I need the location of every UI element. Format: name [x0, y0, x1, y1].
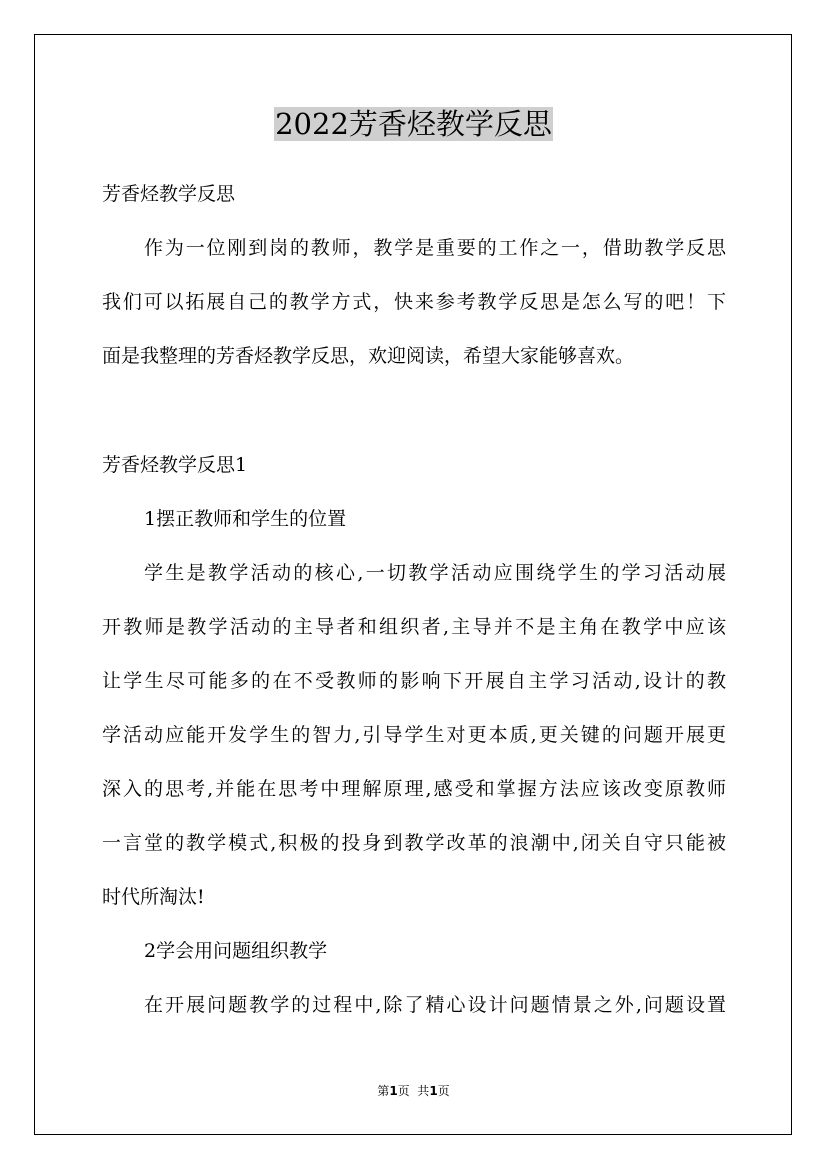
- page-footer: [0, 1083, 827, 1099]
- intro-line-2: 我们可以拓展自己的教学方式，快来参考教学反思是怎么写的吧！下: [102, 291, 726, 313]
- point1-line-3: 让学生尽可能多的在不受教师的影响下开展自主学习活动,设计的教: [102, 670, 726, 692]
- footer-page-prefix: 第: [377, 1084, 390, 1098]
- point1-line-2: 开教师是教学活动的主导者和组织者,主导并不是主角在教学中应该: [102, 616, 726, 638]
- point1-line-6: 一言堂的教学模式,积极的投身到教学改革的浪潮中,闭关自守只能被: [102, 832, 726, 854]
- footer-page-mid: 页 共: [397, 1084, 430, 1098]
- document-title: [0, 104, 827, 144]
- section-heading-1: 芳香烃教学反思1: [102, 454, 248, 476]
- point-heading-2: 2学会用问题组织教学: [144, 940, 328, 962]
- point1-line-5: 深入的思考,并能在思考中理解原理,感受和掌握方法应该改变原教师: [102, 778, 726, 800]
- footer-page-suffix: 页: [437, 1084, 450, 1098]
- footer-page-current: 1: [389, 1084, 398, 1098]
- footer-page-total: 1: [429, 1084, 438, 1098]
- point1-line-4: 学活动应能开发学生的智力,引导学生对更本质,更关键的问题开展更: [102, 724, 726, 746]
- point1-line-7: 时代所淘汰!: [102, 886, 205, 908]
- subtitle: 芳香烃教学反思: [102, 183, 236, 205]
- intro-line-3: 面是我整理的芳香烃教学反思，欢迎阅读，希望大家能够喜欢。: [102, 345, 635, 367]
- point2-line-1: 在开展问题教学的过程中,除了精心设计问题情景之外,问题设置: [144, 994, 726, 1016]
- point-heading-1: 1摆正教师和学生的位置: [144, 508, 347, 530]
- intro-line-1: 作为一位刚到岗的教师，教学是重要的工作之一，借助教学反思: [144, 237, 726, 259]
- title-highlight: 2022芳香烃教学反思: [275, 107, 552, 141]
- point1-line-1: 学生是教学活动的核心,一切教学活动应围绕学生的学习活动展: [144, 562, 726, 584]
